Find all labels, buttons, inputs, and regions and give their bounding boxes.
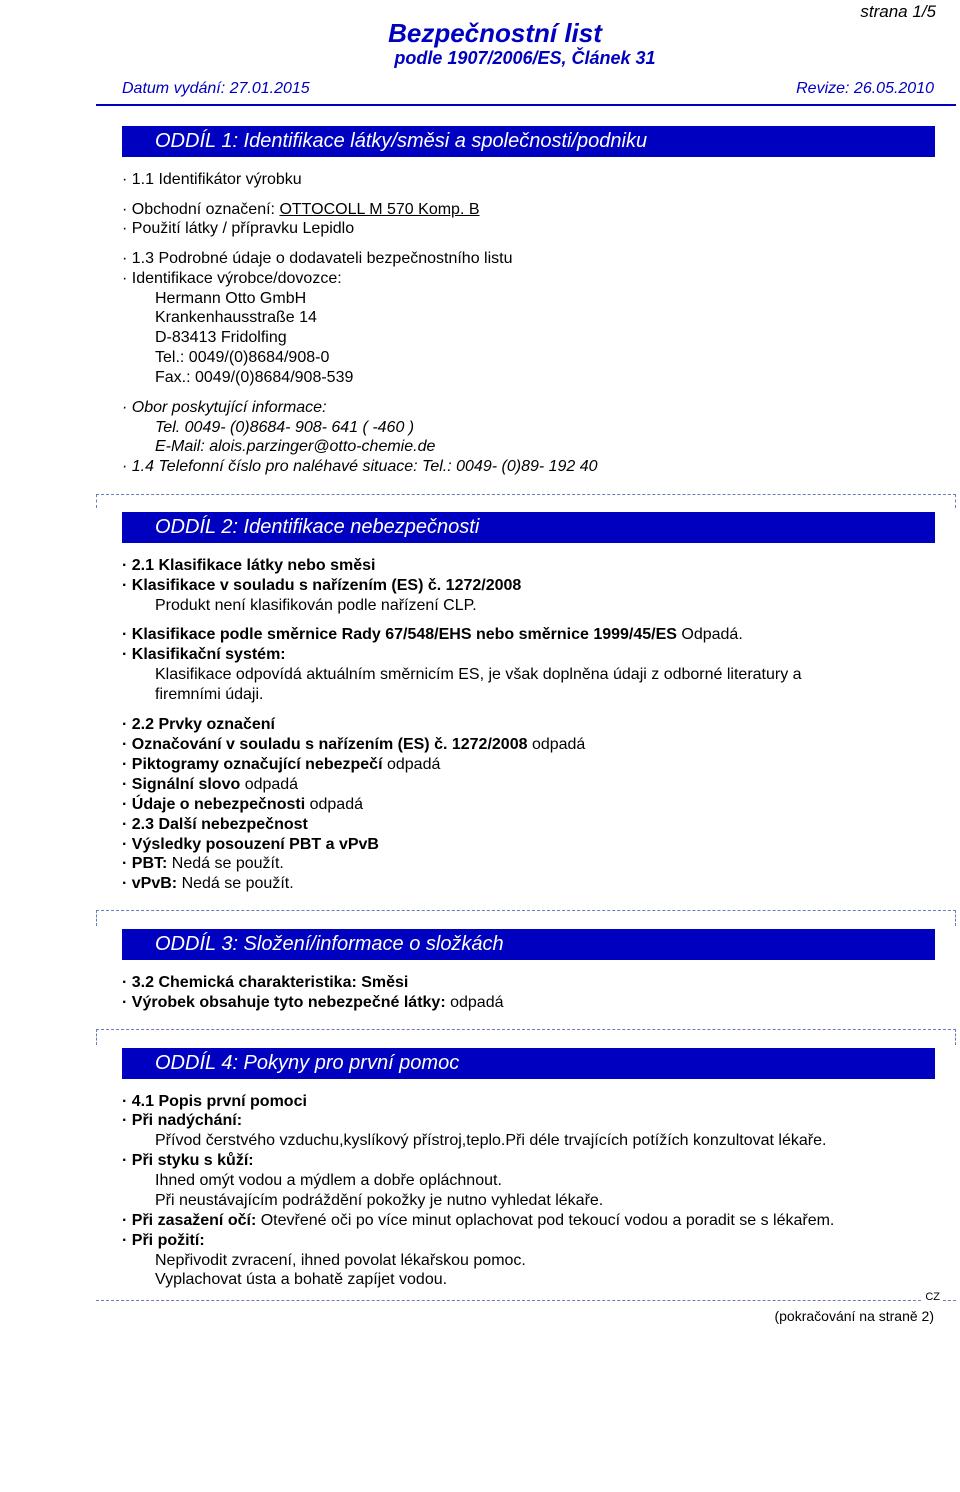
header-rule: [96, 104, 956, 106]
s4-eyes: · Při zasažení očí: Otevřené oči po více minut oplachovat pod tekoucí vodou a poradit se s lékařem.: [122, 1212, 835, 1229]
s1-emergency: · 1.4 Telefonní číslo pro naléhavé situace: Tel.: 0049- (0)89- 192 40: [122, 458, 598, 475]
s1-info-mail: E-Mail: alois.parzinger@otto-chemie.de: [155, 438, 436, 455]
s1-address-1: Hermann Otto GmbH: [155, 290, 307, 307]
s1-manufacturer: · Identifikace výrobce/dovozce:: [122, 270, 342, 287]
revision-date: Revize: 26.05.2010: [796, 80, 934, 97]
s2-label-elements: · 2.2 Prvky označení: [122, 716, 275, 733]
s3-hazardous: · Výrobek obsahuje tyto nebezpečné látky: odpadá: [122, 994, 504, 1011]
s1-supplier: · 1.3 Podrobné údaje o dodavateli bezpečnostního listu: [122, 250, 513, 267]
s1-use: · Použití látky / přípravku Lepidlo: [122, 220, 355, 237]
s2-other-hazards: · 2.3 Další nebezpečnost: [122, 816, 308, 833]
s4-inhalation-value: Přívod čerstvého vzduchu,kyslíkový přístroj,teplo.Při déle trvajících potížích konzultovat lékaře.: [155, 1132, 827, 1149]
s1-address-4: Tel.: 0049/(0)8684/908-0: [155, 349, 330, 366]
divider: [96, 494, 97, 508]
s4-inhalation: · Při nadýchání:: [122, 1112, 243, 1129]
divider: [96, 1029, 97, 1045]
page-number: strana 1/5: [860, 2, 936, 21]
s4-skin: · Při styku s kůží:: [122, 1152, 254, 1169]
s1-trade-name: · Obchodní označení: OTTOCOLL M 570 Komp. B: [122, 201, 480, 218]
s2-marking: · Označování v souladu s nařízením (ES) č. 1272/2008 odpadá: [122, 736, 586, 753]
s2-hazard-statements: · Údaje o nebezpečnosti odpadá: [122, 796, 363, 813]
s2-system-value-1: Klasifikace odpovídá aktuálním směrnicím ES, je však doplněna údaji z odborné literatury a: [155, 666, 802, 683]
footer-rule: [96, 1300, 956, 1301]
divider: [96, 910, 956, 911]
s4-skin-value-2: Při neustávajícím podráždění pokožky je nutno vyhledat lékaře.: [155, 1192, 604, 1209]
s4-ingestion-value-2: Vyplachovat ústa a bohatě zapíjet vodou.: [155, 1271, 448, 1288]
s2-pictograms: · Piktogramy označující nebezpečí odpadá: [122, 756, 441, 773]
s2-pbt: · PBT: Nedá se použít.: [122, 855, 284, 872]
s1-address-2: Krankenhausstraße 14: [155, 309, 317, 326]
continuation-note: (pokračování na straně 2): [774, 1308, 934, 1324]
issue-date: Datum vydání: 27.01.2015: [122, 80, 310, 97]
s1-info: · Obor poskytující informace:: [122, 399, 327, 416]
s1-address-3: D-83413 Fridolfing: [155, 329, 287, 346]
s4-skin-value-1: Ihned omýt vodou a mýdlem a dobře opláchnout.: [155, 1172, 502, 1189]
divider: [96, 1029, 956, 1030]
s2-directive: · Klasifikace podle směrnice Rady 67/548/EHS nebo směrnice 1999/45/ES Odpadá.: [122, 626, 743, 643]
s2-vpvb: · vPvB: Nedá se použít.: [122, 875, 294, 892]
s1-info-tel: Tel. 0049- (0)8684- 908- 641 ( -460 ): [155, 419, 415, 436]
document-title: Bezpečnostní list: [388, 18, 602, 48]
s2-clp: · Klasifikace v souladu s nařízením (ES) č. 1272/2008: [122, 577, 522, 594]
divider: [955, 910, 956, 926]
s1-address-5: Fax.: 0049/(0)8684/908-539: [155, 369, 354, 386]
divider: [96, 494, 956, 495]
s2-signal-word: · Signální slovo odpadá: [122, 776, 299, 793]
divider: [96, 910, 97, 926]
s1-identifier: · 1.1 Identifikátor výrobku: [122, 171, 302, 188]
section-4-title: ODDÍL 4: Pokyny pro první pomoc: [122, 1048, 935, 1079]
s2-clp-value: Produkt není klasifikován podle nařízení CLP.: [155, 597, 477, 614]
s2-system: · Klasifikační systém:: [122, 646, 286, 663]
section-2-title: ODDÍL 2: Identifikace nebezpečnosti: [122, 512, 935, 543]
document-subtitle: podle 1907/2006/ES, Článek 31: [394, 48, 656, 68]
s4-ingestion-value-1: Nepřivodit zvracení, ihned povolat lékařskou pomoc.: [155, 1252, 526, 1269]
s3-chemical: · 3.2 Chemická charakteristika: Směsi: [122, 974, 409, 991]
section-1-title: ODDÍL 1: Identifikace látky/směsi a společnosti/podniku: [122, 126, 935, 157]
divider: [955, 494, 956, 508]
section-3-title: ODDÍL 3: Složení/informace o složkách: [122, 929, 935, 960]
s2-pbt-results: · Výsledky posouzení PBT a vPvB: [122, 836, 379, 853]
s4-ingestion: · Při požití:: [122, 1232, 205, 1249]
language-code: CZ: [925, 1291, 940, 1303]
s2-classification: · 2.1 Klasifikace látky nebo směsi: [122, 557, 376, 574]
s4-first-aid: · 4.1 Popis první pomoci: [122, 1093, 307, 1110]
divider: [955, 1029, 956, 1045]
s2-system-value-2: firemními údaji.: [155, 686, 264, 703]
